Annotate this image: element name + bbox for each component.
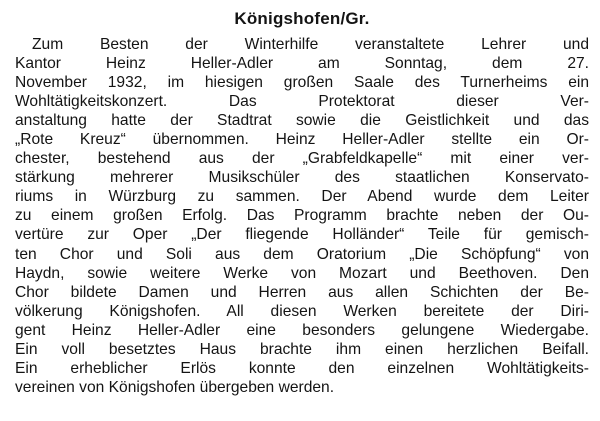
article-line: Chor bildete Damen und Herren aus allen Schichten der Be- xyxy=(15,283,589,301)
news-article xyxy=(15,8,589,397)
article-line: völkerung Königshofen. All diesen Werken bereitete der Diri- xyxy=(15,302,589,320)
article-line: vereinen von Königshofen übergeben werden. xyxy=(15,378,335,396)
article-line: stärkung mehrerer Musikschüler des staatlichen Konservato- xyxy=(15,169,589,187)
article-line: chester, bestehend aus der „Grabfeldkapelle“ mit einer ver- xyxy=(15,150,589,168)
article-line: Zum Besten der Winterhilfe veranstaltete Lehrer und xyxy=(32,36,589,53)
article-line: anstaltung hatte der Stadtrat sowie die Geistlichkeit und das xyxy=(15,112,589,130)
article-line: gent Heinz Heller-Adler eine besonders gelungene Wiedergabe. xyxy=(15,321,589,339)
article-line: „Rote Kreuz“ übernommen. Heinz Heller-Adler stellte ein Or- xyxy=(15,131,589,149)
article-line: riums in Würzburg zu sammen. Der Abend wurde dem Leiter xyxy=(15,188,589,206)
article-line: Wohltätigkeitskonzert. Das Protektorat dieser Ver- xyxy=(15,93,589,111)
article-line: Ein voll besetztes Haus brachte ihm einen herzlichen Beifall. xyxy=(15,340,589,358)
article-line: vertüre zur Oper „Der fliegende Holländer“ Teile für gemisch- xyxy=(15,226,589,244)
article-line: November 1932, im hiesigen großen Saale des Turnerheims ein xyxy=(15,74,589,92)
article-headline: Königshofen/Gr. xyxy=(234,9,370,28)
article-line: zu einem großen Erfolg. Das Programm brachte neben der Ou- xyxy=(15,207,589,225)
article-body xyxy=(15,35,589,397)
article-line: Haydn, sowie weitere Werke von Mozart und Beethoven. Den xyxy=(15,264,589,282)
article-line: Kantor Heinz Heller-Adler am Sonntag, dem 27. xyxy=(15,55,589,73)
article-line: ten Chor und Soli aus dem Oratorium „Die Schöpfung“ von xyxy=(15,245,589,263)
article-line: Ein erheblicher Erlös konnte den einzelnen Wohltätigkeits- xyxy=(15,359,589,377)
